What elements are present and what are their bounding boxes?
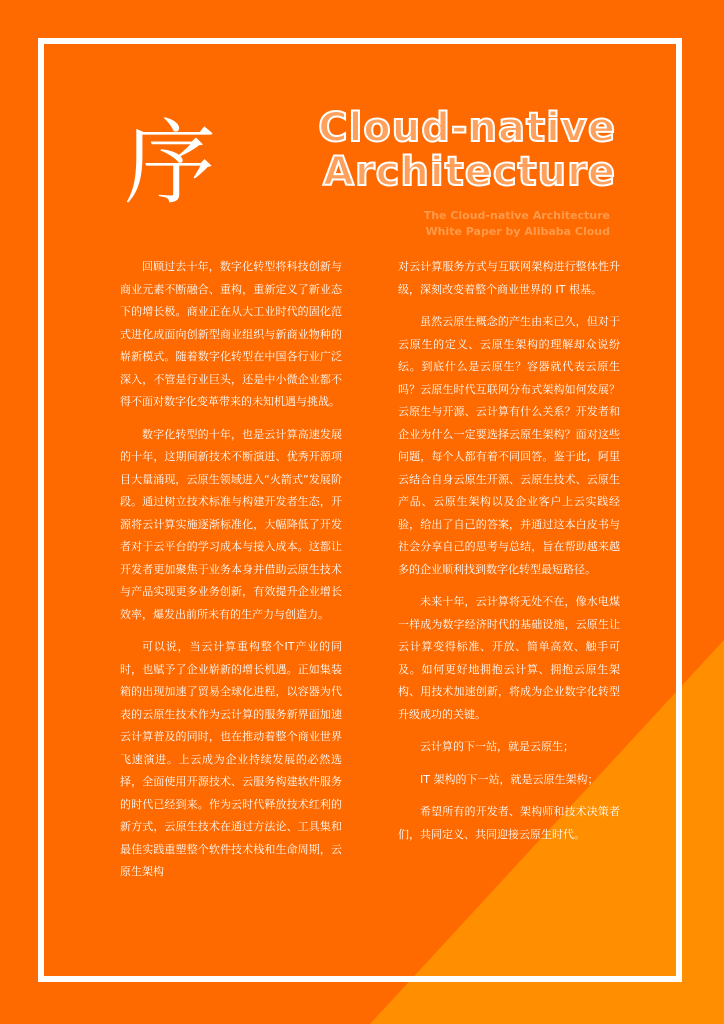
paragraph: IT 架构的下一站，就是云原生架构； bbox=[420, 772, 599, 786]
paragraph: 可以说，当云计算重构整个IT产业的同时，也赋予了企业崭新的增长机遇。正如集装箱的出现加速了贸易全球化进程，以容器为代表的云原生技术作为云计算的服务新界面加速云计算普及的同时，也在推动着整个商业世界飞速演进。上云成为企业持续发展的必然选择，全面使用开源技术、云服务构建软件服务的时代已经到来。作为云时代释放技术红利的新方式，云原生技术在通过方法论、工具集和最佳实践重塑整个软件技术栈和生命周期，云原生架构 bbox=[120, 640, 342, 878]
paragraph: 回顾过去十年，数字化转型将科技创新与商业元素不断融合、重构，重新定义了新业态下的增长极。商业正在从大工业时代的固化范式进化成面向创新型商业组织与新商业物种的崭新模式。随着数字化转型在中国各行业广泛深入，不管是行业巨头，还是中小微企业都不得不面对数字化变革带来的未知机遇与挑战。 bbox=[120, 260, 342, 408]
english-title: Cloud-native Architecture bbox=[318, 105, 616, 195]
paragraph: 希望所有的开发者、架构师和技术决策者们，共同定义、共同迎接云原生时代。 bbox=[398, 805, 620, 841]
paragraph: 云计算的下一站，就是云原生； bbox=[420, 740, 574, 753]
page-title: 序 bbox=[124, 110, 217, 217]
english-subtitle: The Cloud-native Architecture White Paper by Alibaba Cloud bbox=[423, 209, 610, 238]
body-column-left bbox=[120, 256, 342, 894]
paragraph: 数字化转型的十年，也是云计算高速发展的十年，这期间新技术不断演进、优秀开源项目大量涌现，云原生领域进入“火箭式”发展阶段。通过树立技术标准与构建开发者生态，开源将云计算实施逐渐标准化，大幅降低了开发者对于云平台的学习成本与接入成本。这都让开发者更加聚焦于业务本身并借助云原生技术与产品实现更多业务创新，有效提升企业增长效率，爆发出前所未有的生产力与创造力。 bbox=[120, 427, 342, 621]
paragraph: 对云计算服务方式与互联网架构进行整体性升级，深刻改变着整个商业世界的 IT 根基。 bbox=[398, 260, 620, 296]
paragraph: 未来十年，云计算将无处不在，像水电煤一样成为数字经济时代的基础设施，云原生让云计算变得标准、开放、简单高效、触手可及。如何更好地拥抱云计算、拥抱云原生架构、用技术加速创新，将成为企业数字化转型升级成功的关键。 bbox=[398, 595, 620, 721]
paragraph: 虽然云原生概念的产生由来已久，但对于云原生的定义、云原生架构的理解却众说纷纭。到底什么是云原生？容器就代表云原生吗？云原生时代互联网分布式架构如何发展？云原生与开源、云计算有什么关系？开发者和企业为什么一定要选择云原生架构？面对这些问题，每个人都有着不同回答。鉴于此，阿里云结合自身云原生开源、云原生技术、云原生产品、云原生架构以及企业客户上云实践经验，给出了自己的答案，并通过这本白皮书与社会分享自己的思考与总结，旨在帮助越来越多的企业顺利找到数字化转型最短路径。 bbox=[398, 315, 620, 576]
body-column-right bbox=[398, 256, 620, 856]
